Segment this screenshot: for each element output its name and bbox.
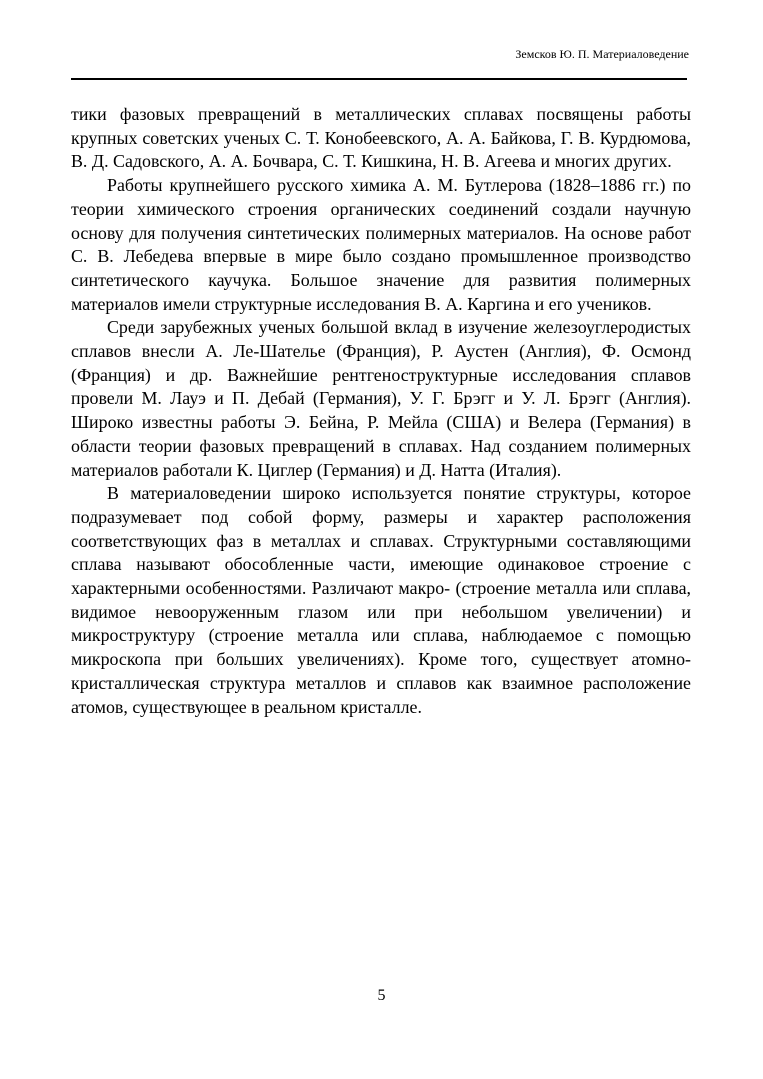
body-text — [71, 103, 691, 719]
paragraph-4: В материаловедении широко используется понятие структуры, которое подразумевает под собой форму, размеры и характер расположения соответствующих фаз в металлах и сплавах. Структурными составляющими сплава называют обособленные части, имеющие одинаковое строение с характерными особенностями. Различают макро- (строение металла или сплава, видимое невооруженным глазом или при небольшом увеличении) и микроструктуру (строение металла или сплава, наблюдаемое с помощью микроскопа при больших увеличениях). Кроме того, существует атомно-кристаллическая структура металлов и сплавов как взаимное расположение атомов, существующее в реальном кристалле. — [71, 483, 691, 717]
paragraph-1: тики фазовых превращений в металлических сплавах посвящены работы крупных советских ученых С. Т. Конобеевского, А. А. Байкова, Г. В. Курдюмова, В. Д. Садовского, А. А. Бочвара, С. Т. Кишкина, Н. В. Агеева и многих других. — [71, 104, 691, 172]
running-header: Земсков Ю. П. Материаловедение — [515, 47, 689, 61]
header-rule — [71, 78, 687, 80]
page-number: 5 — [377, 987, 386, 1004]
paragraph-2: Работы крупнейшего русского химика А. М. Бутлерова (1828–1886 гг.) по теории химического строения органических соединений создали научную основу для получения синтетических полимерных материалов. На основе работ С. В. Лебедева впервые в мире было создано промышленное производство синтетического каучука. Большое значение для развития полимерных материалов имели структурные исследования В. А. Каргина и его учеников. — [71, 175, 691, 314]
paragraph-3: Среди зарубежных ученых большой вклад в изучение железоуглеродистых сплавов внесли А. Ле-Шателье (Франция), Р. Аустен (Англия), Ф. Осмонд (Франция) и др. Важнейшие рентгеноструктурные исследования сплавов провели М. Лауэ и П. Дебай (Германия), У. Г. Брэгг и У. Л. Брэгг (Англия). Широко известны работы Э. Бейна, Р. Мейла (США) и Велера (Германия) в области теории фазовых превращений в сплавах. Над созданием полимерных материалов работали К. Циглер (Германия) и Д. Натта (Италия). — [71, 317, 691, 480]
